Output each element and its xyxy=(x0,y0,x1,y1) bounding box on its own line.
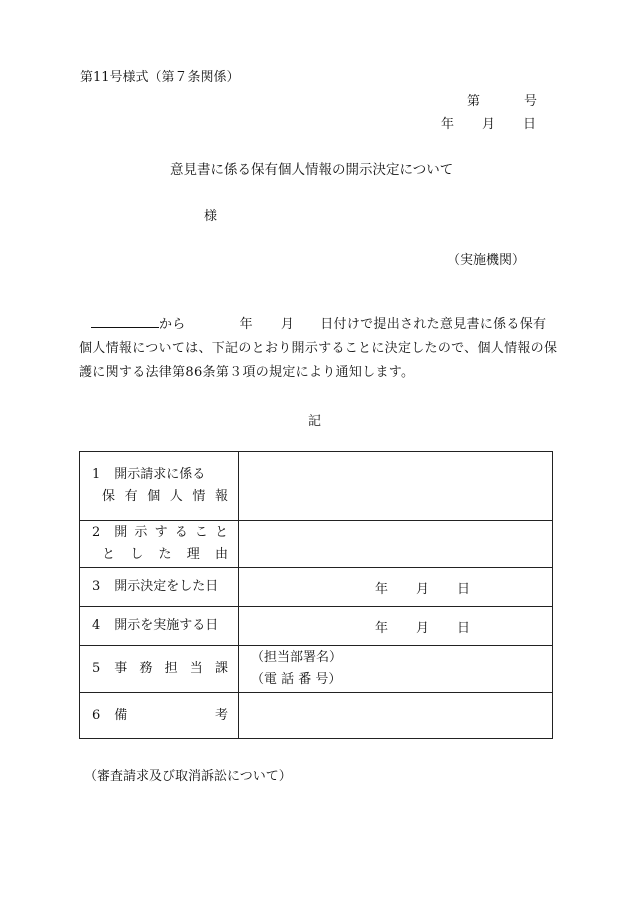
row1-num: 1 xyxy=(92,467,101,482)
issue-date-day: 日 xyxy=(523,117,537,132)
table-row xyxy=(80,607,553,646)
row3-num: 3 xyxy=(92,579,101,594)
doc-no-suffix: 号 xyxy=(524,94,538,109)
disclosure-info-table xyxy=(79,451,553,739)
footer-note: （審査請求及び取消訴訟について） xyxy=(84,769,292,784)
row3-label xyxy=(80,568,239,607)
doc-no-prefix: 第 xyxy=(467,94,481,109)
issue-date-year: 年 xyxy=(441,117,455,132)
row1-label xyxy=(80,452,239,521)
document-number-line xyxy=(467,90,537,109)
row2-num: 2 xyxy=(92,525,101,540)
row2-value xyxy=(239,521,553,568)
row4-text: 開示を実施する日 xyxy=(114,618,219,633)
row1-line2: 保 有 個 人 情 報 xyxy=(102,489,228,504)
row5-num: 5 xyxy=(92,661,101,676)
table-row xyxy=(80,521,553,568)
agency-label: （実施機関） xyxy=(447,253,526,268)
row1-line1: 開示請求に係る xyxy=(114,467,206,482)
addressee-suffix: 様 xyxy=(204,209,218,224)
row5-label: 5 事 務 担 当 課 xyxy=(80,646,239,693)
row2-label xyxy=(80,521,239,568)
row2-line1: 開 示 す る こ と xyxy=(114,525,228,540)
row5-contact xyxy=(239,646,553,693)
row4-num: 4 xyxy=(92,618,101,633)
body-year: 年 xyxy=(239,317,253,332)
table-row xyxy=(80,693,553,739)
table-row xyxy=(80,646,553,693)
table-row xyxy=(80,568,553,607)
date-blank xyxy=(91,315,159,328)
row2-line2: と し た 理 由 xyxy=(102,547,228,562)
ki-heading: 記 xyxy=(308,414,322,429)
body-paragraph xyxy=(79,313,559,385)
dept-label: （担当部署名） xyxy=(251,650,343,665)
table-row xyxy=(80,452,553,521)
body-rest: 日付けで提出された意見書に係る保有個人情報については、下記のとおり開示することに決定したので、個人情報の保護に関する法律第86条第３項の規定により通知します。 xyxy=(79,317,558,380)
form-number-label: 第11号様式（第７条関係） xyxy=(80,70,240,85)
row6-label: 6 備 考 xyxy=(80,693,239,739)
body-month: 月 xyxy=(280,317,295,332)
row4-date: 年 月 日 xyxy=(239,607,553,646)
phone-label: （電 話 番 号） xyxy=(251,672,342,687)
issue-date-month: 月 xyxy=(482,117,496,132)
row3-date: 年 月 日 xyxy=(239,568,553,607)
document-title: 意見書に係る保有個人情報の開示決定について xyxy=(170,162,454,178)
row6-num: 6 xyxy=(92,707,101,723)
issue-date-line xyxy=(441,113,536,132)
row3-text: 開示決定をした日 xyxy=(114,579,219,594)
body-from: から xyxy=(159,317,186,332)
row4-label xyxy=(80,607,239,646)
row6-value xyxy=(239,693,553,739)
row1-value xyxy=(239,452,553,521)
